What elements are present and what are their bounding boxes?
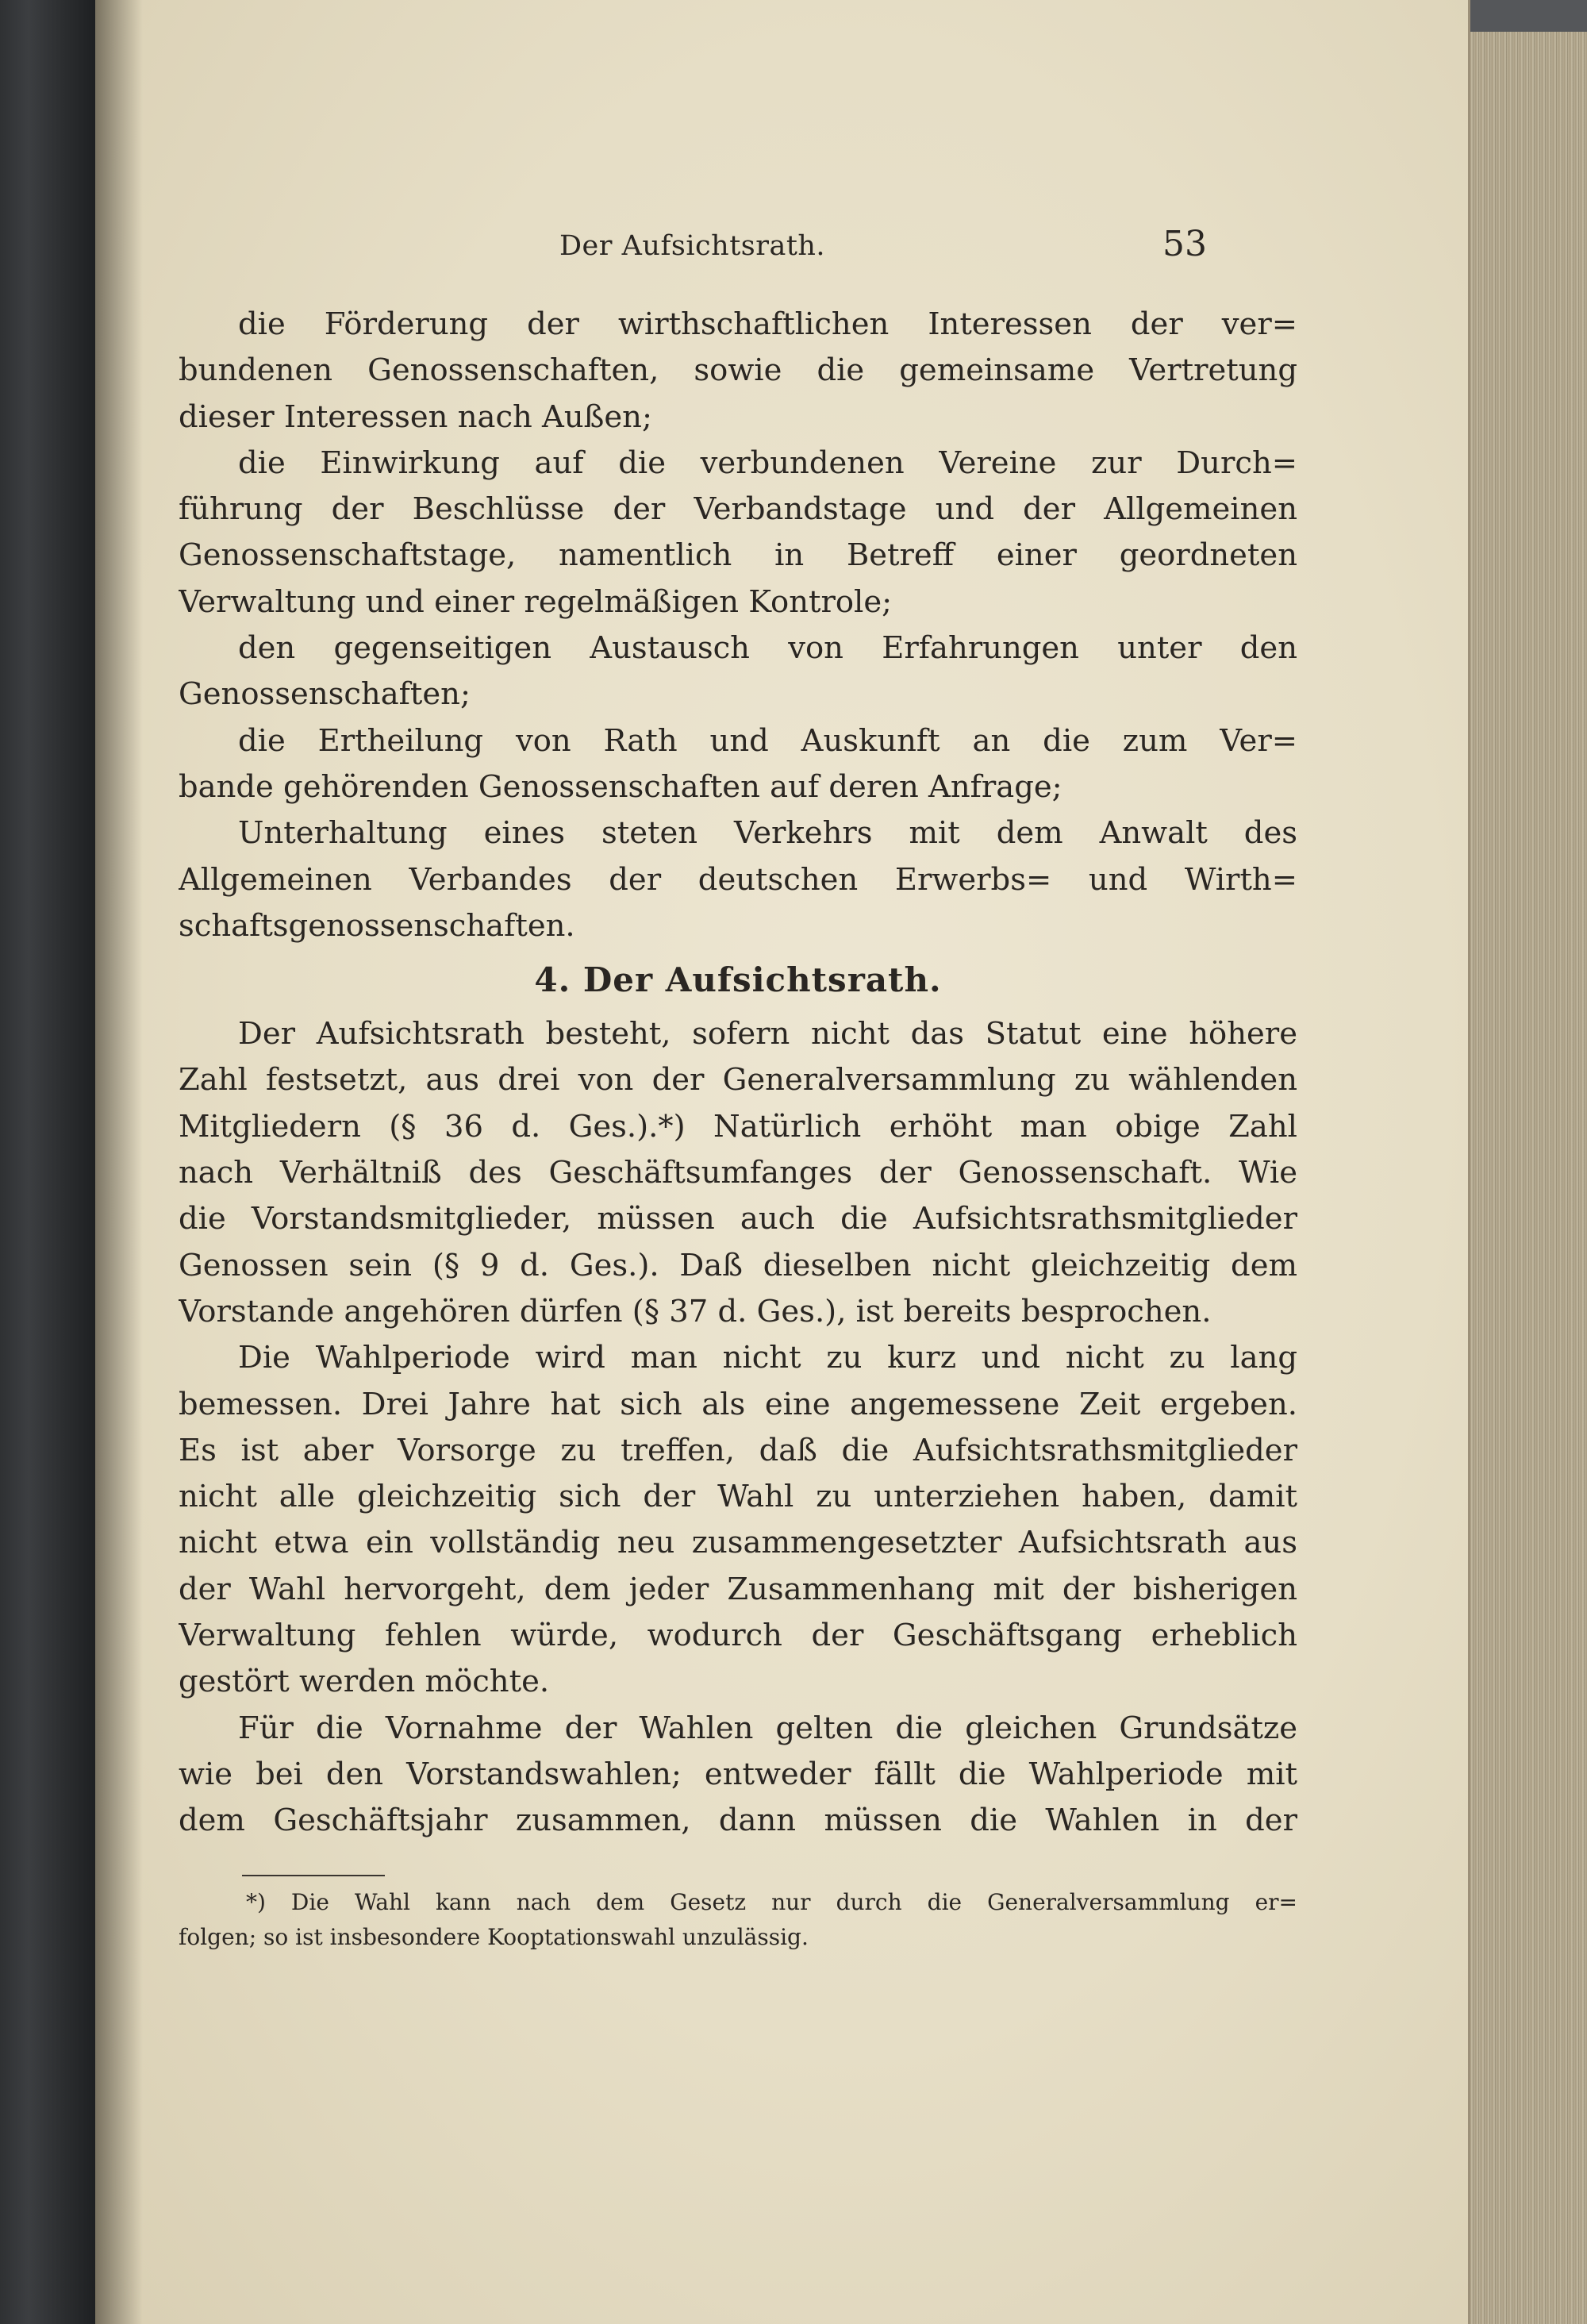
page-edges [1468, 32, 1587, 2324]
text-line: die Vorstandsmitglieder, müssen auch die Aufsichtsrathsmitglieder [179, 1201, 1297, 1237]
text-line: gestört werden möchte. [179, 1664, 550, 1700]
text-line: die Förderung der wirthschaftlichen Interessen der ver= [238, 306, 1297, 342]
footnote-line: folgen; so ist insbesondere Kooptationswahl unzulässig. [179, 1924, 809, 1950]
text-line: Verwaltung fehlen würde, wodurch der Geschäftsgang erheblich [179, 1618, 1297, 1654]
text-line: führung der Beschlüsse der Verbandstage und der Allgemeinen [179, 491, 1297, 528]
text-line: bundenen Genossenschaften, sowie die gemeinsame Vertretung [179, 352, 1297, 389]
text-line: Verwaltung und einer regelmäßigen Kontrole; [179, 583, 893, 620]
text-line: bemessen. Drei Jahre hat sich als eine angemessene Zeit ergeben. [179, 1386, 1297, 1422]
book-gutter [0, 0, 95, 2324]
text-line: Es ist aber Vorsorge zu treffen, daß die Aufsichtsrathsmitglieder [179, 1432, 1297, 1468]
text-line: nicht alle gleichzeitig sich der Wahl zu unterziehen haben, damit [179, 1479, 1297, 1515]
spine-shadow [95, 0, 143, 2324]
text-line: die Einwirkung auf die verbundenen Vereine zur Durch= [238, 444, 1297, 481]
text-line: Mitgliedern (§ 36 d. Ges.).*) Natürlich erhöht man obige Zahl [179, 1108, 1297, 1145]
text-line: dem Geschäftsjahr zusammen, dann müssen die Wahlen in der [179, 1803, 1297, 1839]
text-line: wie bei den Vorstandswahlen; entweder fällt die Wahlperiode mit [179, 1756, 1297, 1792]
text-line: bande gehörenden Genossenschaften auf deren Anfrage; [179, 768, 1062, 805]
text-line: Unterhaltung eines steten Verkehrs mit dem Anwalt des [238, 815, 1297, 852]
page-content [95, 0, 1468, 2324]
text-line: Allgemeinen Verbandes der deutschen Erwerbs= und Wirth= [179, 861, 1297, 898]
text-line: dieser Interessen nach Außen; [179, 398, 652, 435]
book-page [95, 0, 1470, 2324]
text-line: Für die Vornahme der Wahlen gelten die gleichen Grundsätze [238, 1710, 1297, 1746]
section-heading: 4. Der Aufsichtsrath. [534, 960, 942, 1000]
text-line: den gegenseitigen Austausch von Erfahrungen unter den [238, 630, 1297, 667]
text-line: Vorstande angehören dürfen (§ 37 d. Ges.), ist bereits besprochen. [179, 1293, 1212, 1329]
text-line: Genossenschaftstage, namentlich in Betreff einer geordneten [179, 537, 1297, 574]
running-title: Der Aufsichtsrath. [559, 230, 826, 262]
text-line: Der Aufsichtsrath besteht, sofern nicht das Statut eine höhere [238, 1016, 1297, 1052]
text-line: schaftsgenossenschaften. [179, 907, 575, 944]
footnote [179, 1885, 1297, 1955]
footnote-line: *) Die Wahl kann nach dem Gesetz nur durch die Generalversammlung er= [246, 1889, 1297, 1915]
running-header [95, 224, 1468, 279]
text-line: Zahl festsetzt, aus drei von der Generalversammlung zu wählenden [179, 1062, 1297, 1099]
text-line: nach Verhältniß des Geschäftsumfanges der Genossenschaft. Wie [179, 1155, 1297, 1191]
text-line: Genossenschaften; [179, 676, 471, 713]
text-line: nicht etwa ein vollständig neu zusammengesetzter Aufsichtsrath aus [179, 1525, 1297, 1561]
page-number: 53 [1162, 224, 1207, 264]
footnote-divider [242, 1875, 385, 1876]
text-line: Genossen sein (§ 9 d. Ges.). Daß dieselben nicht gleichzeitig dem [179, 1247, 1297, 1283]
text-line: die Ertheilung von Rath und Auskunft an die zum Ver= [238, 722, 1297, 759]
body-text [179, 302, 1297, 1845]
text-line: der Wahl hervorgeht, dem jeder Zusammenhang mit der bisherigen [179, 1571, 1297, 1607]
text-line: Die Wahlperiode wird man nicht zu kurz und nicht zu lang [238, 1340, 1297, 1376]
